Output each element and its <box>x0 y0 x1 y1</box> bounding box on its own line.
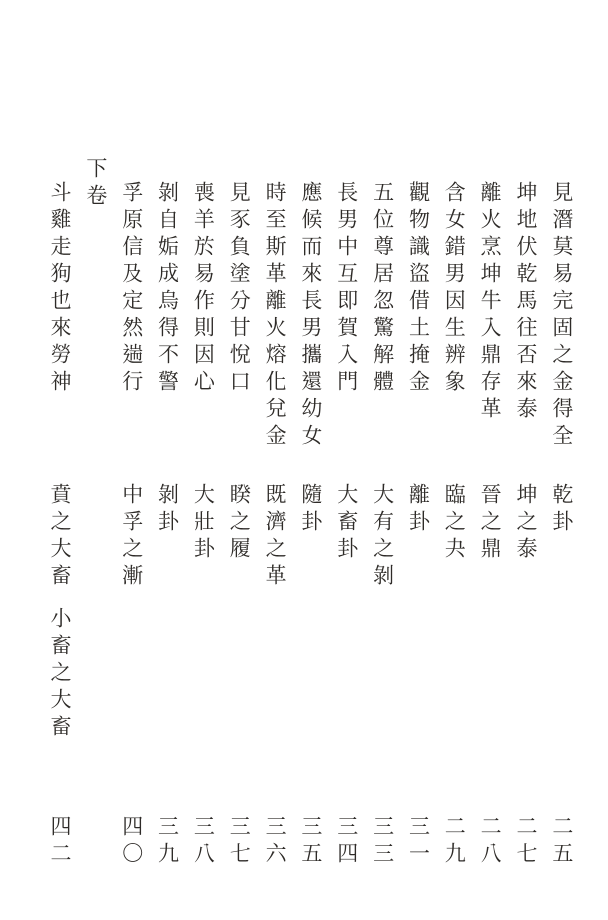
page-number: 三三 <box>370 815 395 869</box>
page-number: 四〇 <box>119 815 144 869</box>
toc-entry-column <box>189 0 217 920</box>
hexagram-name: 賁之大畜 <box>48 483 72 591</box>
hexagram-name: 乾卦 <box>549 483 574 537</box>
section-header: 下卷 <box>83 157 108 211</box>
entry-title: 含女錯男因生辨象 <box>442 181 467 397</box>
page-number: 三九 <box>155 815 180 869</box>
toc-entry-column <box>297 0 325 920</box>
toc-entry-column <box>225 0 253 920</box>
toc-entry-column <box>46 0 74 920</box>
page-number: 三一 <box>406 815 431 869</box>
toc-entry-column <box>333 0 361 920</box>
hexagram-name: 晉之鼎 <box>478 483 503 564</box>
hexagram-name: 坤之泰 <box>513 483 538 564</box>
toc-entry-column <box>440 0 468 920</box>
page-number: 二九 <box>442 815 467 869</box>
entry-title: 五位尊居忽驚解體 <box>370 181 395 397</box>
page-number: 二七 <box>513 815 538 869</box>
hexagram-name: 大壯卦 <box>191 483 216 564</box>
toc-entry-column <box>404 0 432 920</box>
hexagram-name-secondary: 小畜之大畜 <box>48 607 72 742</box>
section-header-column <box>82 0 110 920</box>
toc-entry-column <box>154 0 182 920</box>
hexagram-name: 隨卦 <box>298 483 323 537</box>
entry-title: 時至斯革離火熔化兌金 <box>263 181 288 451</box>
entry-title: 離火烹坤牛入鼎存革 <box>478 181 503 424</box>
page-number: 三五 <box>298 815 323 869</box>
hexagram-name: 睽之履 <box>227 483 252 564</box>
page-number: 二八 <box>478 815 503 869</box>
hexagram-name: 大有之剝 <box>370 483 395 591</box>
entry-title: 喪羊於易作則因心 <box>191 181 216 397</box>
toc-entry-column <box>369 0 397 920</box>
page-number: 三六 <box>263 815 288 869</box>
toc-entry-column <box>548 0 576 920</box>
entry-title: 坤地伏乾馬往否來泰 <box>513 181 538 424</box>
page-number: 四二 <box>48 815 72 869</box>
hexagram-name: 離卦 <box>406 483 431 537</box>
entry-title: 斗雞走狗也來勞神 <box>48 181 72 397</box>
toc-entry-column <box>118 0 146 920</box>
entry-title: 見豕負塗分甘悅口 <box>227 181 252 397</box>
entry-title: 剝自姤成烏得不警 <box>155 181 180 397</box>
entry-title: 觀物識盜借土掩金 <box>406 181 431 397</box>
toc-entry-column <box>261 0 289 920</box>
page-number: 三四 <box>334 815 359 869</box>
toc-entry-column <box>512 0 540 920</box>
entry-title: 孚原信及定然遄行 <box>119 181 144 397</box>
toc-entry-column <box>476 0 504 920</box>
hexagram-name: 大畜卦 <box>334 483 359 564</box>
toc-columns <box>46 0 576 920</box>
hexagram-name: 中孚之漸 <box>119 483 144 591</box>
hexagram-name: 既濟之革 <box>263 483 288 591</box>
page-number: 三八 <box>191 815 216 869</box>
page-number: 三七 <box>227 815 252 869</box>
page-number: 二五 <box>549 815 574 869</box>
hexagram-name: 剝卦 <box>155 483 180 537</box>
entry-title: 見潛莫易完固之金得全 <box>549 181 574 451</box>
entry-title: 應候而來長男攜還幼女 <box>298 181 323 451</box>
entry-title: 長男中互即賀入門 <box>334 181 359 397</box>
hexagram-name: 臨之夬 <box>442 483 467 564</box>
